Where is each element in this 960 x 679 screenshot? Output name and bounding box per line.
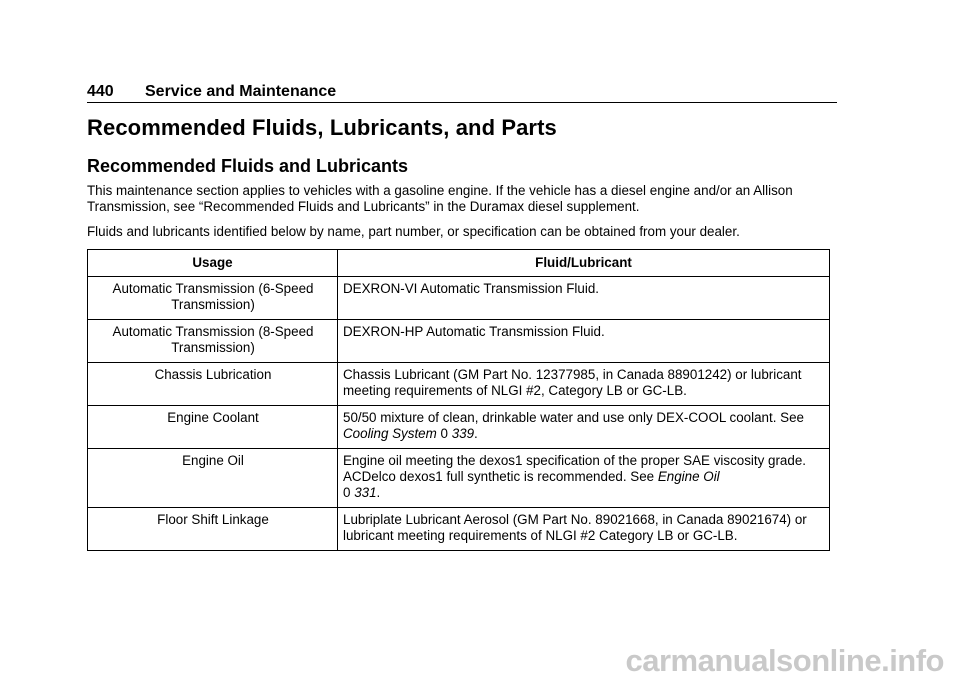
fluids-table bbox=[87, 249, 830, 551]
fluid-cell bbox=[338, 449, 830, 508]
running-header bbox=[87, 82, 837, 102]
column-header-fluid: Fluid/Lubricant bbox=[338, 250, 830, 277]
table-row bbox=[88, 508, 830, 551]
usage-cell: Floor Shift Linkage bbox=[88, 508, 338, 551]
table-row bbox=[88, 449, 830, 508]
sentence-end: . bbox=[474, 426, 478, 441]
cross-reference-link[interactable]: Engine Oil bbox=[657, 469, 720, 484]
usage-cell: Chassis Lubrication bbox=[88, 363, 338, 406]
table-row bbox=[88, 406, 830, 449]
fluid-text: 50/50 mixture of clean, drinkable water and use only DEX-COOL coolant. See bbox=[343, 410, 804, 425]
fluid-cell: Lubriplate Lubricant Aerosol (GM Part No. 89021668, in Canada 89021674) or lubricant meeting requirements of NLGI #2 Category LB or GC-LB. bbox=[338, 508, 830, 551]
column-header-usage: Usage bbox=[88, 250, 338, 277]
fluid-text: Engine oil meeting the dexos1 specification of the proper SAE viscosity grade. ACDelco dexos1 full synthetic is recommended. See bbox=[343, 453, 806, 484]
table-row bbox=[88, 277, 830, 320]
table-row bbox=[88, 320, 830, 363]
section-name: Service and Maintenance bbox=[145, 83, 337, 100]
page-title: Recommended Fluids, Lubricants, and Parts bbox=[87, 115, 557, 140]
page-ref-arrow-icon: 0 bbox=[440, 426, 448, 441]
fluid-cell: DEXRON-VI Automatic Transmission Fluid. bbox=[338, 277, 830, 320]
usage-cell: Engine Oil bbox=[88, 449, 338, 508]
usage-cell: Automatic Transmission (8-Speed Transmission) bbox=[88, 320, 338, 363]
fluid-cell: DEXRON-HP Automatic Transmission Fluid. bbox=[338, 320, 830, 363]
header-rule bbox=[87, 102, 837, 103]
fluid-cell: Chassis Lubricant (GM Part No. 12377985, in Canada 88901242) or lubricant meeting requirements of NLGI #2, Category LB or GC-LB. bbox=[338, 363, 830, 406]
page-reference[interactable]: 331 bbox=[354, 485, 377, 500]
dealer-note: Fluids and lubricants identified below by name, part number, or specification can be obtained from your dealer. bbox=[87, 224, 740, 239]
sentence-end: . bbox=[376, 485, 381, 500]
page-number: 440 bbox=[87, 83, 114, 100]
watermark: carmanualsonline.info bbox=[625, 643, 944, 678]
page-reference[interactable]: 339 bbox=[451, 426, 475, 441]
table-header-row bbox=[88, 250, 830, 277]
usage-cell: Automatic Transmission (6-Speed Transmission) bbox=[88, 277, 338, 320]
section-subtitle: Recommended Fluids and Lubricants bbox=[87, 156, 409, 176]
intro-paragraph: This maintenance section applies to vehicles with a gasoline engine. If the vehicle has a diesel engine and/or an Allison Transmission, see “Recommended Fluids and Lubricants” in the Duramax diesel supplement. bbox=[87, 183, 793, 214]
fluid-cell bbox=[338, 406, 830, 449]
usage-cell: Engine Coolant bbox=[88, 406, 338, 449]
page-content bbox=[87, 82, 837, 551]
cross-reference-link[interactable]: Cooling System bbox=[343, 426, 437, 441]
page-ref-arrow-icon: 0 bbox=[343, 485, 351, 500]
table-row bbox=[88, 363, 830, 406]
